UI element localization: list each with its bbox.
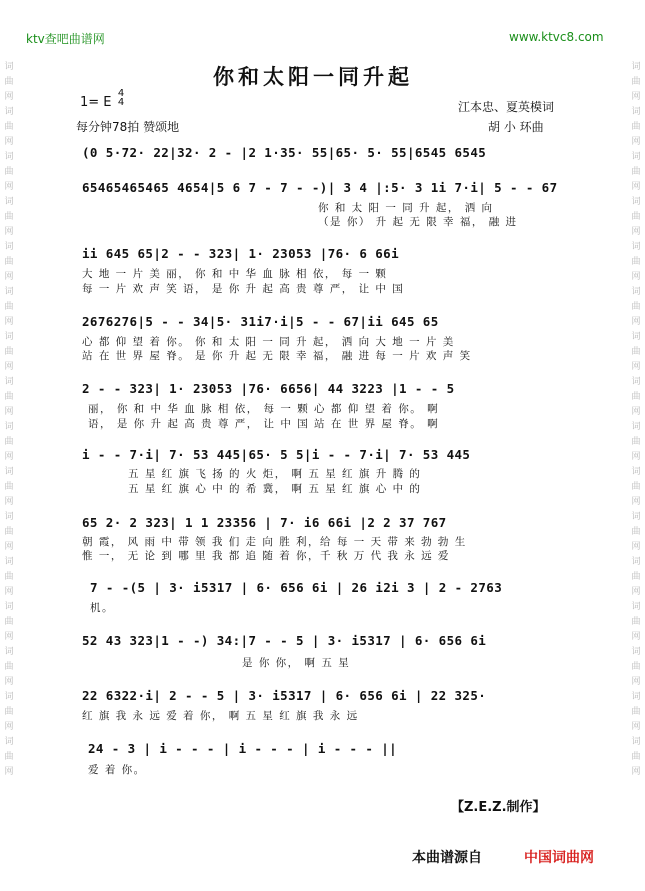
watermark-char: 曲: [4, 302, 14, 312]
watermark-char: 词: [631, 602, 641, 612]
notation-row: i - - 7·i| 7· 53 445|65· 5 5|i - - 7·i| 7· 53 445: [82, 447, 471, 462]
watermark-char: 词: [4, 107, 14, 117]
lyric-line: 丽， 你 和 中 华 血 脉 相 依， 每 一 颗 心 都 仰 望 着 你。 啊: [88, 403, 440, 415]
watermark-char: 词: [631, 467, 641, 477]
watermark-char: 曲: [631, 122, 641, 132]
watermark-char: 词: [631, 152, 641, 162]
watermark-char: 网: [631, 632, 641, 642]
watermark-char: 曲: [631, 482, 641, 492]
lyric-line: （是 你） 升 起 无 限 幸 福， 融 进: [318, 216, 518, 228]
site-name-left[interactable]: ktv查吧曲谱网: [26, 32, 105, 46]
watermark-char: 词: [4, 287, 14, 297]
watermark-char: 曲: [631, 572, 641, 582]
watermark-char: 曲: [631, 212, 641, 222]
composer-credit: 胡 小 环曲: [488, 120, 544, 134]
watermark-char: 曲: [4, 572, 14, 582]
notation-row: 7 - -(5 | 3· i5317 | 6· 656 6i | 26 i2i 3 | 2 - 2763: [90, 580, 503, 595]
watermark-char: 网: [4, 542, 14, 552]
watermark-char: 词: [4, 557, 14, 567]
notation-row: (0 5·72· 22|32· 2 - |2 1·35· 55|65· 5· 55|6545 6545: [82, 145, 487, 160]
watermark-char: 曲: [4, 617, 14, 627]
lyric-line: 五 星 红 旗 心 中 的 希 冀， 啊 五 星 红 旗 心 中 的: [128, 483, 422, 495]
watermark-char: 网: [4, 497, 14, 507]
watermark-char: 曲: [4, 527, 14, 537]
watermark-char: 曲: [631, 302, 641, 312]
lyric-line: 是 你 你， 啊 五 星: [242, 657, 351, 669]
watermark-char: 曲: [631, 527, 641, 537]
lyric-line: 大 地 一 片 美 丽， 你 和 中 华 血 脉 相 依， 每 一 颗: [82, 268, 388, 280]
watermark-char: 网: [4, 182, 14, 192]
watermark-char: 曲: [631, 77, 641, 87]
notation-row: 24 - 3 | i - - - | i - - - | i - - - ||: [88, 741, 398, 756]
watermark-char: 曲: [4, 752, 14, 762]
watermark-char: 曲: [4, 167, 14, 177]
watermark-char: 曲: [631, 662, 641, 672]
footer-source-label: 本曲谱源自: [412, 850, 482, 866]
watermark-char: 词: [631, 242, 641, 252]
notation-row: 2 - - 323| 1· 23053 |76· 6656| 44 3223 |1 - - 5: [82, 381, 455, 396]
watermark-char: 网: [631, 452, 641, 462]
watermark-char: 网: [631, 272, 641, 282]
watermark-char: 网: [631, 722, 641, 732]
watermark-char: 网: [631, 407, 641, 417]
watermark-char: 网: [4, 677, 14, 687]
watermark-char: 网: [631, 362, 641, 372]
footer-site-name[interactable]: 中国词曲网: [524, 850, 594, 866]
song-title: 你和太阳一同升起: [213, 64, 413, 89]
watermark-char: 网: [4, 767, 14, 777]
watermark-char: 网: [631, 92, 641, 102]
watermark-char: 词: [631, 557, 641, 567]
lyric-line: 红 旗 我 永 远 爱 着 你， 啊 五 星 红 旗 我 永 远: [82, 710, 359, 722]
watermark-char: 词: [631, 692, 641, 702]
watermark-char: 曲: [631, 257, 641, 267]
watermark-char: 曲: [4, 437, 14, 447]
watermark-char: 网: [4, 632, 14, 642]
watermark-char: 词: [4, 152, 14, 162]
watermark-char: 词: [631, 287, 641, 297]
watermark-char: 网: [631, 137, 641, 147]
watermark-char: 词: [631, 332, 641, 342]
watermark-char: 词: [4, 242, 14, 252]
notation-row: 65465465465 4654|5 6 7 - 7 - -)| 3 4 |:5· 3 1i 7·i| 5 - - 67: [82, 180, 558, 195]
watermark-char: 网: [4, 362, 14, 372]
watermark-left: [2, 60, 16, 780]
watermark-char: 词: [631, 107, 641, 117]
watermark-char: 网: [631, 767, 641, 777]
notation-row: 65 2· 2 323| 1 1 23356 | 7· i6 66i |2 2 37 767: [82, 515, 447, 530]
watermark-char: 网: [4, 137, 14, 147]
watermark-char: 网: [631, 227, 641, 237]
watermark-char: 网: [631, 182, 641, 192]
watermark-char: 词: [631, 737, 641, 747]
notation-row: ii 645 65|2 - - 323| 1· 23053 |76· 6 66i: [82, 246, 400, 261]
watermark-char: 网: [631, 677, 641, 687]
watermark-char: 词: [4, 467, 14, 477]
site-url-right[interactable]: www.ktvc8.com: [509, 30, 604, 44]
lyric-line: 五 星 红 旗 飞 扬 的 火 炬， 啊 五 星 红 旗 升 腾 的: [128, 468, 422, 480]
watermark-char: 词: [4, 602, 14, 612]
lyric-line: 惟 一， 无 论 到 哪 里 我 都 追 随 着 你，千 秋 万 代 我 永 远 爱: [82, 550, 450, 562]
watermark-char: 曲: [631, 617, 641, 627]
lyric-line: 每 一 片 欢 声 笑 语， 是 你 升 起 高 贵 尊 严， 让 中 国: [82, 283, 405, 295]
watermark-char: 曲: [4, 212, 14, 222]
watermark-char: 网: [4, 722, 14, 732]
watermark-char: 曲: [4, 392, 14, 402]
watermark-right: [629, 60, 643, 780]
time-signature: 4 4: [117, 88, 125, 108]
watermark-char: 词: [4, 377, 14, 387]
watermark-char: 词: [631, 422, 641, 432]
watermark-char: 曲: [631, 752, 641, 762]
lyric-line: 机。: [90, 602, 114, 614]
maker-credit: 【Z.E.Z.制作】: [451, 800, 546, 815]
watermark-char: 网: [4, 407, 14, 417]
watermark-char: 曲: [4, 662, 14, 672]
watermark-char: 词: [631, 197, 641, 207]
watermark-char: 曲: [631, 437, 641, 447]
watermark-char: 词: [631, 62, 641, 72]
key-signature: 1= E: [80, 95, 112, 110]
watermark-char: 词: [4, 647, 14, 657]
notation-row: 22 6322·i| 2 - - 5 | 3· i5317 | 6· 656 6i | 22 325·: [82, 688, 487, 703]
watermark-char: 曲: [631, 392, 641, 402]
lyric-line: 心 都 仰 望 着 你。 你 和 太 阳 一 同 升 起， 洒 向 大 地 一 片 美: [82, 336, 455, 348]
watermark-char: 网: [4, 587, 14, 597]
watermark-char: 网: [631, 497, 641, 507]
notation-row: 2676276|5 - - 34|5· 31i7·i|5 - - 67|ii 645 65: [82, 314, 439, 329]
watermark-char: 词: [4, 422, 14, 432]
watermark-char: 网: [4, 227, 14, 237]
watermark-char: 词: [4, 737, 14, 747]
watermark-char: 词: [631, 647, 641, 657]
watermark-char: 曲: [631, 347, 641, 357]
watermark-char: 词: [4, 692, 14, 702]
watermark-char: 网: [631, 587, 641, 597]
lyricist-credit: 江本忠、夏英模词: [458, 100, 555, 114]
watermark-char: 网: [4, 272, 14, 282]
watermark-char: 词: [4, 332, 14, 342]
watermark-char: 曲: [4, 77, 14, 87]
watermark-char: 曲: [631, 167, 641, 177]
watermark-char: 网: [4, 92, 14, 102]
watermark-char: 词: [4, 62, 14, 72]
watermark-char: 网: [4, 317, 14, 327]
lyric-line: 站 在 世 界 屋 脊。 是 你 升 起 无 限 幸 福， 融 进 每 一 片 欢 声 笑: [82, 350, 472, 362]
watermark-char: 曲: [4, 347, 14, 357]
tempo-marking: 每分钟78拍 赞颂地: [76, 120, 180, 134]
watermark-char: 曲: [4, 122, 14, 132]
notation-row: 52 43 323|1 - -) 34:|7 - - 5 | 3· i5317 | 6· 656 6i: [82, 633, 487, 648]
lyric-line: 爱 着 你。: [88, 764, 146, 776]
watermark-char: 网: [631, 542, 641, 552]
watermark-char: 词: [4, 197, 14, 207]
watermark-char: 网: [4, 452, 14, 462]
watermark-char: 词: [4, 512, 14, 522]
watermark-char: 曲: [631, 707, 641, 717]
lyric-line: 你 和 太 阳 一 同 升 起， 洒 向: [318, 202, 494, 214]
watermark-char: 曲: [4, 707, 14, 717]
lyric-line: 语， 是 你 升 起 高 贵 尊 严， 让 中 国 站 在 世 界 屋 脊。 啊: [88, 418, 440, 430]
lyric-line: 朝 霞， 风 雨 中 带 领 我 们 走 向 胜 利，给 每 一 天 带 来 勃 勃 生: [82, 536, 467, 548]
watermark-char: 曲: [4, 257, 14, 267]
watermark-char: 曲: [4, 482, 14, 492]
watermark-char: 词: [631, 377, 641, 387]
watermark-char: 网: [631, 317, 641, 327]
watermark-char: 词: [631, 512, 641, 522]
